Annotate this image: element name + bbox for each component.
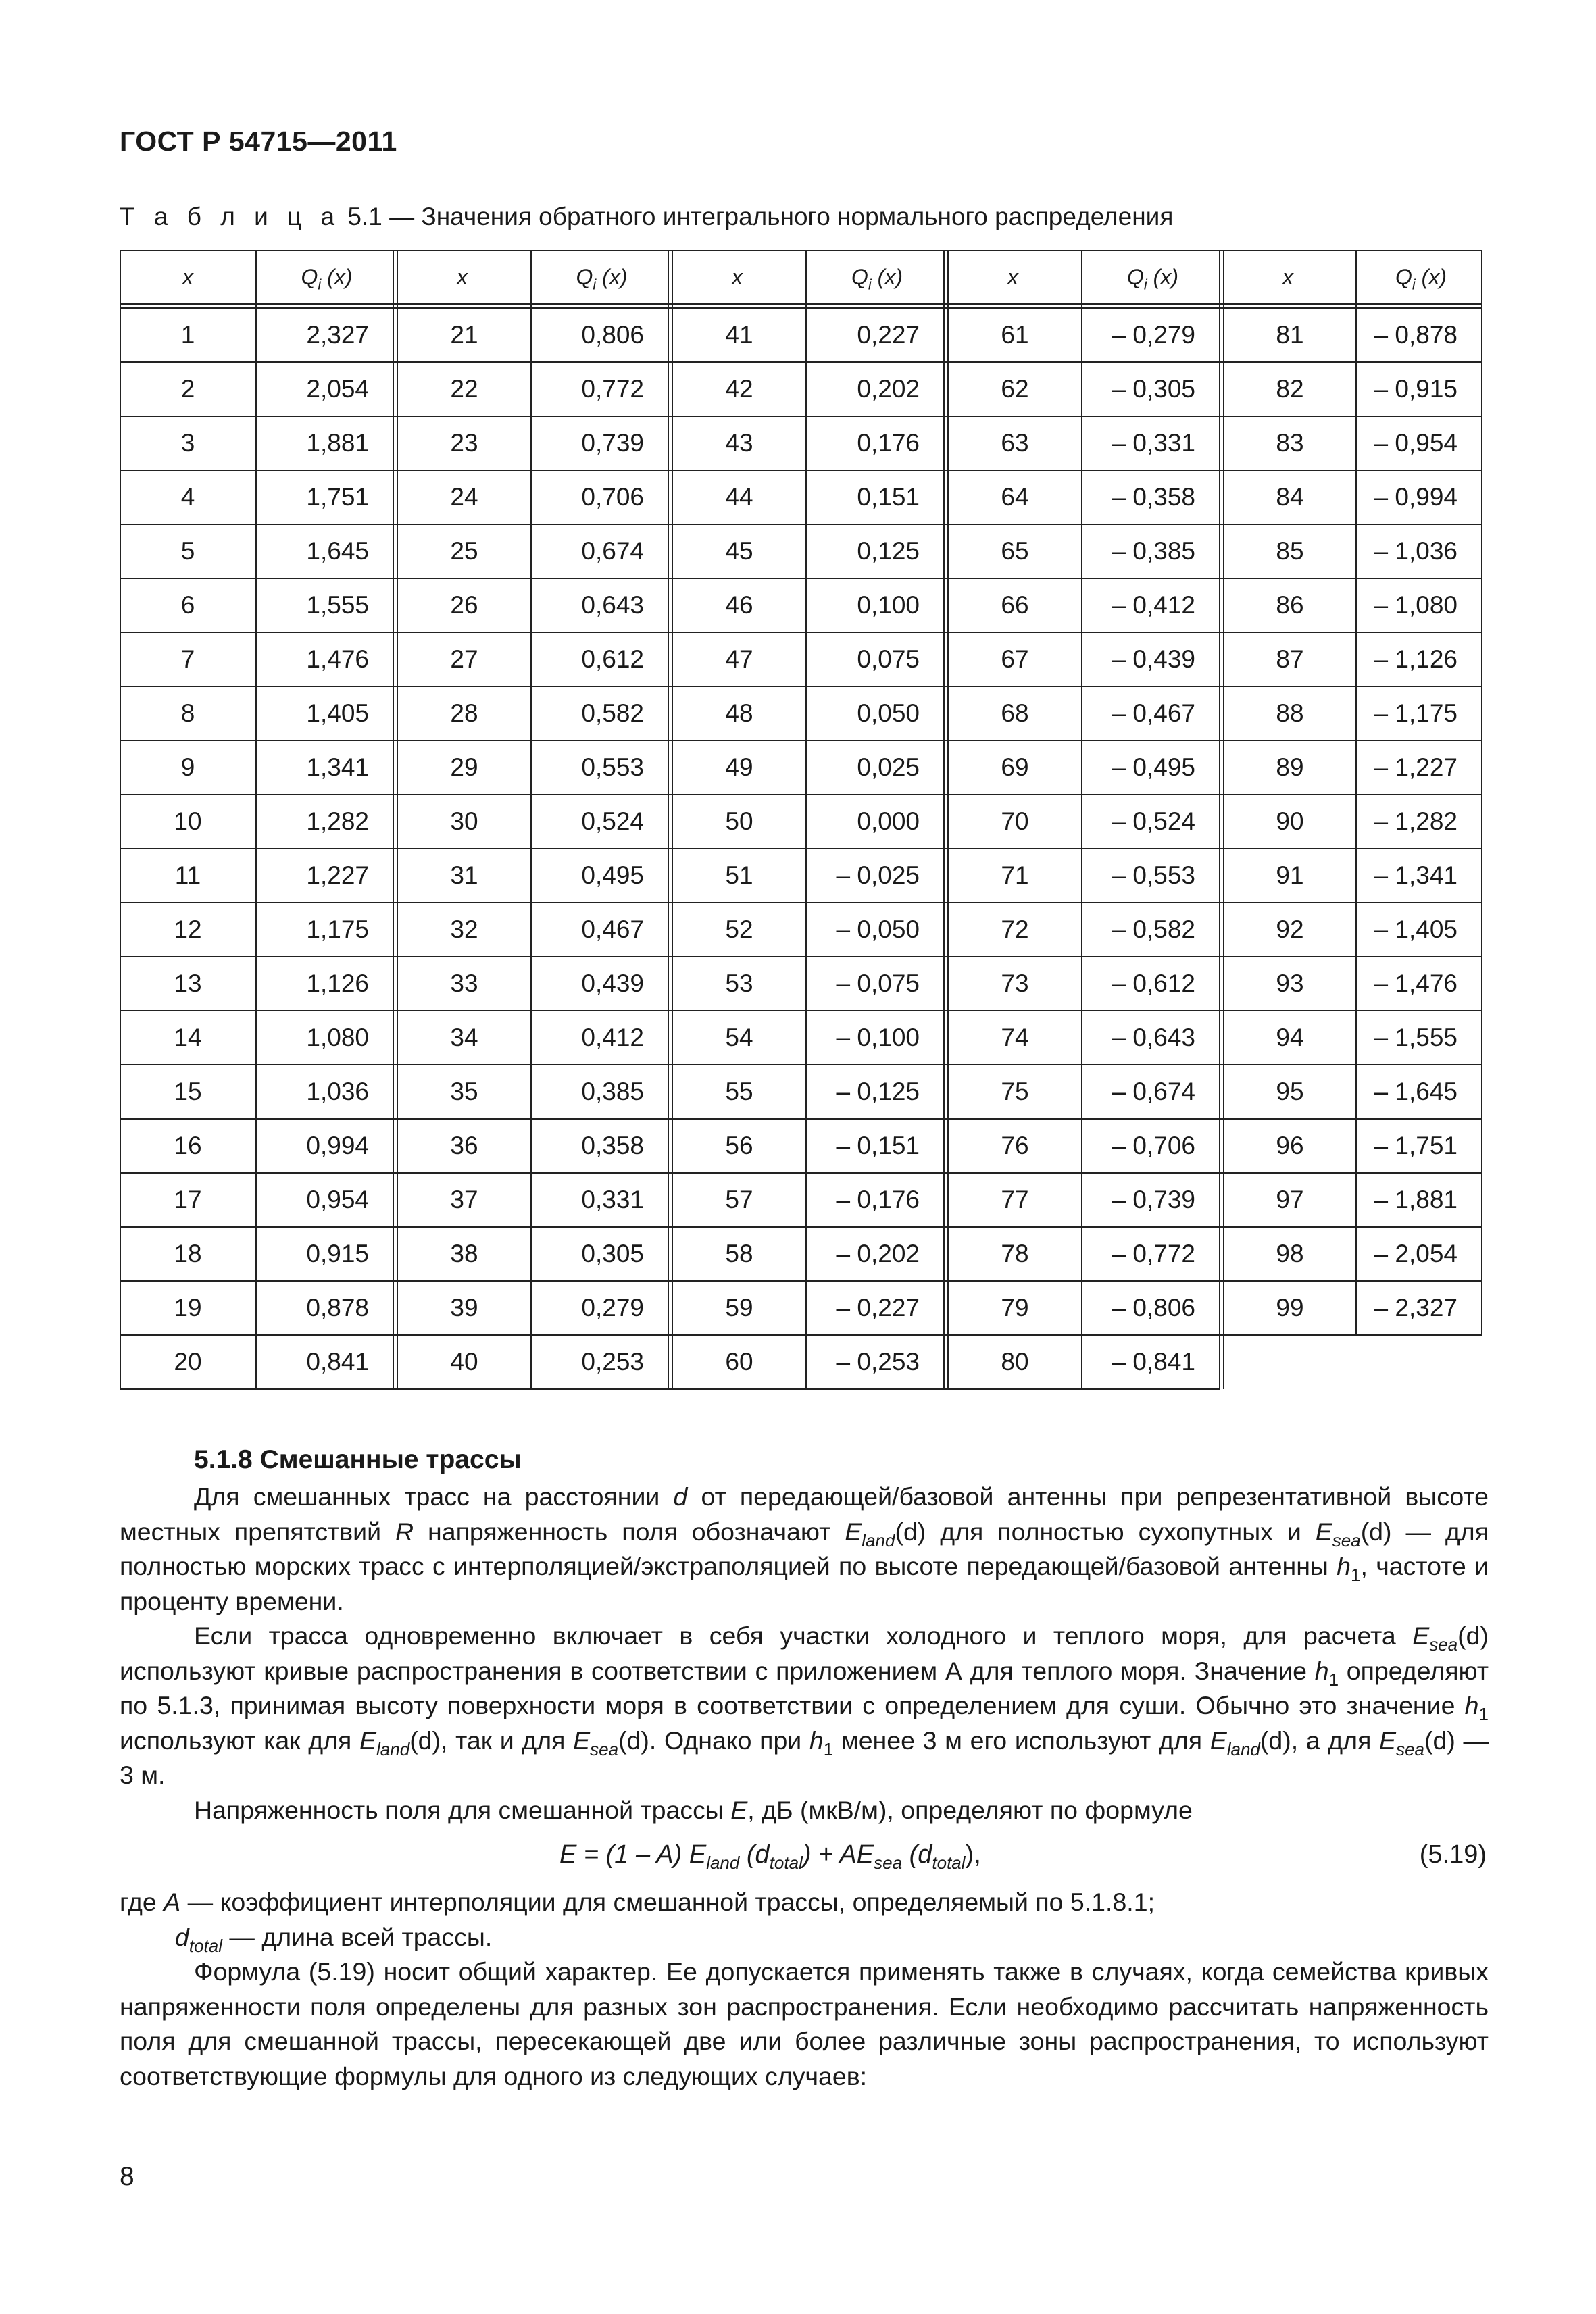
table-cell-q: 1,476 [306,645,369,673]
table-cell-x: 76 [1001,1132,1029,1159]
table-cell-x: 24 [450,483,478,511]
table-cell-x: 56 [725,1132,753,1159]
column-header-q: $Q_i$ (x) [851,265,903,293]
inverse-normal-table [120,250,1482,1389]
table-cell-q: 1,645 [306,537,369,565]
table-cell-x: 58 [725,1240,753,1267]
table-cell-x: 73 [1001,970,1029,997]
table-cell-q: – 0,412 [1112,591,1195,619]
table-cell-x: 31 [450,861,478,889]
table-cell-x: 6 [180,591,195,619]
table-cell-q: – 2,054 [1374,1240,1457,1267]
formula-5-19: E = (1 – A) $E_{land}$ $(d_{total}) + AE_{sea}$ $(d_{total})$, [559,1840,981,1873]
table-cell-x: 91 [1276,861,1304,889]
paragraph-2: Если трасса одновременно включает в себя участки холодного и теплого моря, для расчета $E_{sea}(d)$ используют кривые распространения в соответствии с приложением А для теплого моря. Значение $h_1$ определяют по 5.1.3, принимая высоту поверхности моря в соответствии с определением для суши. Обычно это значение $h_1$ используют как для $E_{land}(d)$, так и для $E_{sea}(d)$. Однако при $h_1$ менее 3 м его используют для $E_{land}(d)$, а для $E_{sea}(d)$ — 3 м. [120,1621,1489,1789]
table-cell-q: 0,025 [857,753,920,781]
table-cell-x: 26 [450,591,478,619]
table-cell-q: – 0,806 [1112,1294,1195,1322]
where-a: где A — коэффициент интерполяции для смешанной трассы, определяемый по 5.1.8.1; [120,1888,1155,1916]
column-header-q: $Q_i$ (x) [1395,265,1447,293]
table-cell-q: 1,080 [306,1024,369,1051]
table-cell-q: – 0,994 [1374,483,1457,511]
table-cell-q: – 0,643 [1112,1024,1195,1051]
table-cell-q: 0,643 [581,591,644,619]
table-cell-q: 0,994 [306,1132,369,1159]
table-cell-q: 1,227 [306,861,369,889]
table-cell-q: – 0,954 [1374,429,1457,457]
table-cell-q: – 1,881 [1374,1186,1457,1213]
table-cell-x: 81 [1276,321,1304,349]
table-cell-x: 49 [725,753,753,781]
table-cell-x: 22 [450,375,478,403]
column-header-x: x [1282,265,1293,289]
table-cell-x: 94 [1276,1024,1304,1051]
table-cell-q: – 1,645 [1374,1078,1457,1105]
table-cell-q: 0,612 [581,645,644,673]
table-cell-q: 0,524 [581,807,644,835]
table-cell-q: 1,036 [306,1078,369,1105]
table-cell-q: 0,806 [581,321,644,349]
table-cell-x: 9 [180,753,195,781]
table-cell-q: 0,125 [857,537,920,565]
table-cell-q: 0,100 [857,591,920,619]
section-title: 5.1.8 Смешанные трассы [194,1445,522,1474]
table-cell-q: 0,706 [581,483,644,511]
section-body [120,1480,1489,1828]
table-cell-x: 79 [1001,1294,1029,1322]
table-cell-q: – 0,841 [1112,1348,1195,1376]
table-cell-x: 30 [450,807,478,835]
table-cell-q: – 0,227 [836,1294,920,1322]
column-header-q: $Q_i$ (x) [301,265,353,293]
table-cell-q: – 0,553 [1112,861,1195,889]
table-cell-x: 28 [450,699,478,727]
table-cell-q: 0,227 [857,321,920,349]
document-id: ГОСТ Р 54715—2011 [120,126,397,157]
table-cell-x: 23 [450,429,478,457]
table-cell-q: 0,331 [581,1186,644,1213]
table-cell-x: 15 [174,1078,202,1105]
table-cell-q: 0,495 [581,861,644,889]
table-cell-q: 0,674 [581,537,644,565]
table-cell-x: 20 [174,1348,202,1376]
table-cell-x: 40 [450,1348,478,1376]
table-cell-x: 64 [1001,483,1029,511]
table-cell-q: – 0,706 [1112,1132,1195,1159]
table-cell-x: 45 [725,537,753,565]
table-cell-x: 18 [174,1240,202,1267]
table-cell-q: 0,841 [306,1348,369,1376]
table-cell-x: 25 [450,537,478,565]
table-cell-x: 35 [450,1078,478,1105]
table-caption [120,203,1173,231]
column-header-q: $Q_i$ (x) [576,265,628,293]
table-cell-x: 21 [450,321,478,349]
table-cell-x: 67 [1001,645,1029,673]
table-cell-x: 72 [1001,915,1029,943]
table-cell-q: 0,954 [306,1186,369,1213]
table-cell-x: 10 [174,807,202,835]
table-cell-q: 0,553 [581,753,644,781]
table-cell-x: 66 [1001,591,1029,619]
table-cell-x: 77 [1001,1186,1029,1213]
paragraph-3: Напряженность поля для смешанной трассы E, дБ (мкВ/м), определяют по формуле [194,1795,1193,1824]
column-header-q: $Q_i$ (x) [1127,265,1178,293]
table-cell-x: 89 [1276,753,1304,781]
table-cell-q: – 0,612 [1112,970,1195,997]
table-cell-x: 48 [725,699,753,727]
table-cell-q: – 0,176 [836,1186,920,1213]
table-cell-x: 53 [725,970,753,997]
table-cell-x: 4 [180,483,195,511]
table-cell-x: 42 [725,375,753,403]
table-cell-q: 0,202 [857,375,920,403]
table-cell-q: – 0,674 [1112,1078,1195,1105]
table-cell-x: 3 [180,429,195,457]
table-cell-q: 0,358 [581,1132,644,1159]
table-cell-x: 87 [1276,645,1304,673]
table-cell-q: – 1,126 [1374,645,1457,673]
table-cell-x: 7 [180,645,195,673]
table-cell-q: – 1,751 [1374,1132,1457,1159]
table-cell-x: 29 [450,753,478,781]
table-cell-x: 75 [1001,1078,1029,1105]
table-cell-q: 0,878 [306,1294,369,1322]
table-cell-x: 63 [1001,429,1029,457]
table-cell-x: 99 [1276,1294,1304,1322]
table-cell-x: 11 [174,861,201,889]
table-cell-q: 0,385 [581,1078,644,1105]
table-cell-q: 0,439 [581,970,644,997]
table-cell-x: 57 [725,1186,753,1213]
table-cell-q: 1,126 [306,970,369,997]
table-cell-x: 1 [180,321,195,349]
table-cell-q: – 0,100 [836,1024,920,1051]
table-cell-q: 0,050 [857,699,920,727]
table-cell-x: 32 [450,915,478,943]
table-cell-x: 70 [1001,807,1029,835]
table-cell-q: – 1,080 [1374,591,1457,619]
page-number: 8 [120,2162,134,2191]
paragraph-1: Для смешанных трасс на расстоянии d от передающей/базовой антенны при репрезентативной высоте местных препятствий R напряженность поля обозначают $E_{land}(d)$ для полностью сухопутных и $E_{sea}(d)$ — для полностью морских трасс с интерполяцией/экстраполяцией по высоте передающей/базовой антенны $h_1$, частоте и проценту времени. [120,1482,1489,1615]
table-cell-x: 65 [1001,537,1029,565]
table-cell-q: – 0,772 [1112,1240,1195,1267]
where-block [120,1885,1489,2094]
table-cell-q: 0,305 [581,1240,644,1267]
table-cell-x: 27 [450,645,478,673]
table-cell-q: – 0,439 [1112,645,1195,673]
table-cell-q: – 1,227 [1374,753,1457,781]
table-cell-q: 1,341 [306,753,369,781]
table-cell-x: 13 [174,970,202,997]
table-cell-q: – 0,075 [836,970,920,997]
table-cell-q: 0,075 [857,645,920,673]
table-cell-x: 83 [1276,429,1304,457]
table-cell-q: – 2,327 [1374,1294,1457,1322]
table-cell-q: – 0,202 [836,1240,920,1267]
table-caption-text: 5.1 — Значения обратного интегрального нормального распределения [347,203,1174,230]
table-cell-q: – 0,279 [1112,321,1195,349]
table-cell-q: – 0,582 [1112,915,1195,943]
table-cell-q: 2,054 [306,375,369,403]
table-cell-q: – 0,739 [1112,1186,1195,1213]
table-cell-x: 44 [725,483,753,511]
table-cell-x: 16 [174,1132,202,1159]
table-cell-x: 98 [1276,1240,1304,1267]
table-cell-x: 71 [1001,861,1029,889]
table-cell-x: 41 [725,321,753,349]
table-cell-x: 33 [450,970,478,997]
table-cell-q: 0,279 [581,1294,644,1322]
table-cell-x: 50 [725,807,753,835]
table-cell-x: 95 [1276,1078,1304,1105]
table-cell-x: 5 [180,537,195,565]
table-cell-q: – 0,467 [1112,699,1195,727]
table-cell-x: 46 [725,591,753,619]
table-cell-q: – 1,036 [1374,537,1457,565]
formula-number: (5.19) [1419,1840,1487,1869]
table-cell-x: 51 [725,861,753,889]
table-cell-x: 97 [1276,1186,1304,1213]
table-cell-q: 0,739 [581,429,644,457]
table-cell-x: 92 [1276,915,1304,943]
table-cell-q: – 1,476 [1374,970,1457,997]
table-cell-q: 0,151 [857,483,920,511]
table-cell-q: – 1,405 [1374,915,1457,943]
table-cell-q: – 0,253 [836,1348,920,1376]
table-cell-q: 0,412 [581,1024,644,1051]
table-cell-q: – 1,555 [1374,1024,1457,1051]
where-d: $d_{total}$ — длина всей трассы. [175,1922,493,1956]
table-cell-q: – 0,878 [1374,321,1457,349]
table-cell-x: 36 [450,1132,478,1159]
table-cell-q: 0,176 [857,429,920,457]
table-cell-x: 78 [1001,1240,1029,1267]
table-cell-q: 2,327 [306,321,369,349]
table-cell-x: 34 [450,1024,478,1051]
table-cell-q: – 0,125 [836,1078,920,1105]
table-cell-x: 85 [1276,537,1304,565]
table-cell-x: 47 [725,645,753,673]
table-cell-q: – 1,341 [1374,861,1457,889]
table-cell-x: 39 [450,1294,478,1322]
table-cell-q: – 0,305 [1112,375,1195,403]
table-cell-q: 0,772 [581,375,644,403]
table-cell-q: – 1,282 [1374,807,1457,835]
table-cell-x: 62 [1001,375,1029,403]
table-cell-x: 37 [450,1186,478,1213]
table-cell-q: – 0,524 [1112,807,1195,835]
table-cell-x: 61 [1001,321,1029,349]
table-cell-x: 8 [180,699,195,727]
table-cell-x: 80 [1001,1348,1029,1376]
table-cell-q: 0,582 [581,699,644,727]
table-cell-x: 12 [174,915,202,943]
table-cell-x: 2 [180,375,195,403]
table-cell-x: 54 [725,1024,753,1051]
column-header-x: x [732,265,743,289]
table-cell-q: 0,467 [581,915,644,943]
column-header-x: x [182,265,193,289]
table-cell-x: 52 [725,915,753,943]
table-cell-x: 74 [1001,1024,1029,1051]
table-cell-q: 1,175 [306,915,369,943]
table-cell-x: 86 [1276,591,1304,619]
table-cell-x: 93 [1276,970,1304,997]
table-cell-x: 90 [1276,807,1304,835]
table-cell-q: – 0,915 [1374,375,1457,403]
table-cell-q: – 1,175 [1374,699,1457,727]
table-cell-x: 19 [174,1294,202,1322]
table-cell-q: 1,751 [306,483,369,511]
table-cell-x: 14 [174,1024,202,1051]
table-cell-x: 88 [1276,699,1304,727]
paragraph-4: Формула (5.19) носит общий характер. Ее допускается применять также в случаях, когда семейства кривых напряженности поля определены для разных зон распространения. Если необходимо рассчитать напряженность поля для смешанной трассы, пересекающей две или более различные зоны распространения, то используют соответствующие формулы для одного из следующих случаев: [120,1957,1489,2090]
table-cell-q: – 0,358 [1112,483,1195,511]
table-cell-x: 82 [1276,375,1304,403]
table-cell-x: 68 [1001,699,1029,727]
table-cell-x: 69 [1001,753,1029,781]
column-header-x: x [457,265,468,289]
table-cell-x: 43 [725,429,753,457]
table-cell-q: 0,915 [306,1240,369,1267]
table-cell-x: 17 [174,1186,202,1213]
table-cell-q: 1,555 [306,591,369,619]
table-caption-label: Т а б л и ц а [120,203,341,230]
table-cell-q: – 0,025 [836,861,920,889]
table-cell-q: 1,282 [306,807,369,835]
table-cell-q: 0,000 [857,807,920,835]
table-cell-x: 84 [1276,483,1304,511]
table-cell-q: 1,881 [306,429,369,457]
table-cell-q: – 0,050 [836,915,920,943]
table-cell-q: – 0,385 [1112,537,1195,565]
table-cell-q: – 0,331 [1112,429,1195,457]
table-cell-q: 1,405 [306,699,369,727]
table-cell-q: 0,253 [581,1348,644,1376]
column-header-x: x [1007,265,1018,289]
table-cell-x: 59 [725,1294,753,1322]
table-cell-x: 60 [725,1348,753,1376]
table-cell-q: – 0,151 [836,1132,920,1159]
table-cell-x: 38 [450,1240,478,1267]
table-cell-x: 55 [725,1078,753,1105]
table-cell-q: – 0,495 [1112,753,1195,781]
table-cell-x: 96 [1276,1132,1304,1159]
